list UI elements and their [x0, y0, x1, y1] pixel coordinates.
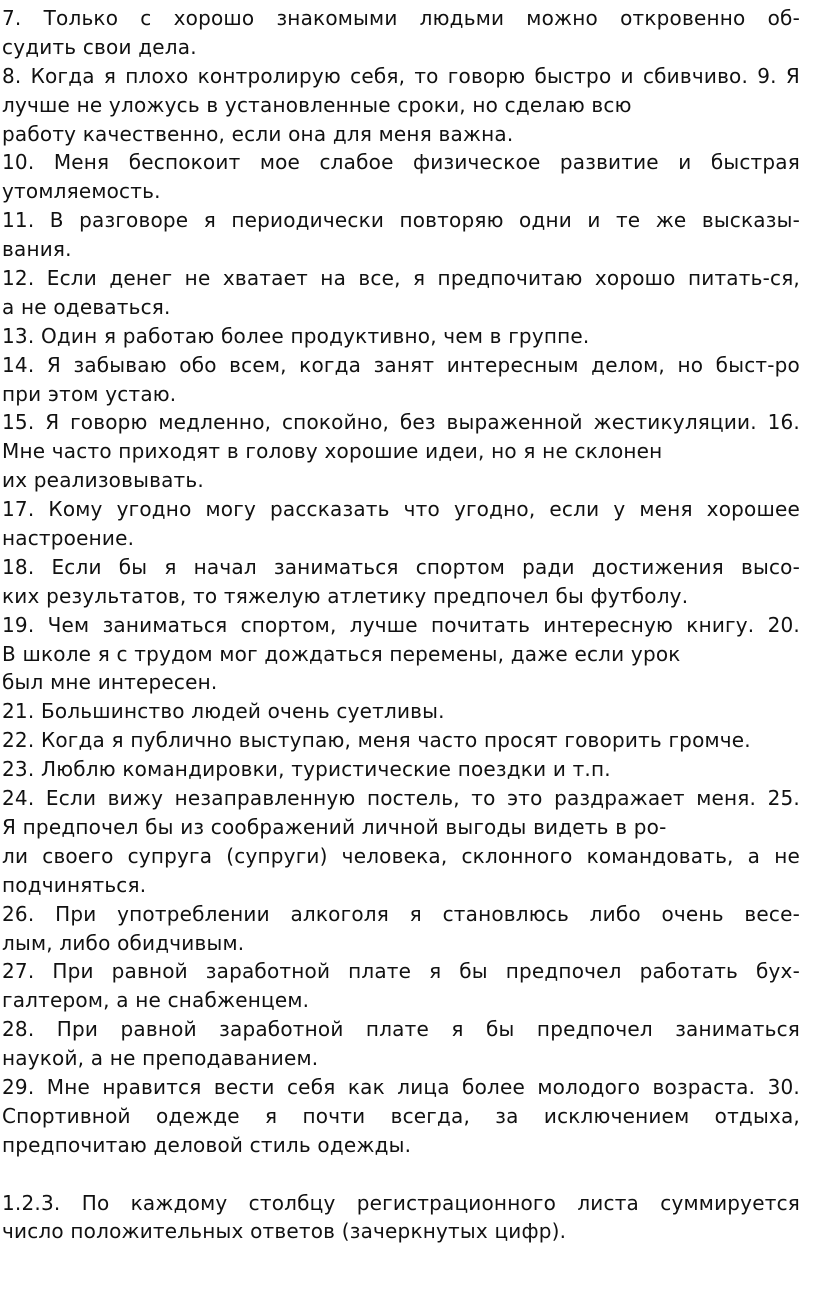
- text-line: 21. Большинство людей очень суетливы.: [2, 699, 445, 724]
- text-line: 12. Если денег не хватает на все, я предпочитаю хорошо питать-ся,: [2, 266, 800, 291]
- text-line: настроение.: [2, 526, 135, 551]
- text-line: лым, либо обидчивым.: [2, 930, 245, 955]
- text-line: при этом устаю.: [2, 381, 177, 406]
- document-page: [2, 4, 800, 1246]
- text-line: а не одеваться.: [2, 294, 171, 319]
- text-line: ли своего супруга (супруги) человека, склонного командовать, а не: [2, 843, 800, 868]
- text-line: 7. Только с хорошо знакомыми людьми можно откровенно об-: [2, 6, 800, 30]
- text-line: 23. Люблю командировки, туристические поездки и т.п.: [2, 757, 611, 782]
- text-line: лучше не уложусь в установленные сроки, но сделаю всю: [2, 92, 632, 117]
- text-line: 11. В разговоре я периодически повторяю одни и те же высказы-: [2, 208, 800, 233]
- text-line: вания.: [2, 237, 72, 262]
- text-line: галтером, а не снабженцем.: [2, 988, 310, 1013]
- text-line: 26. При употреблении алкоголя я становлюсь либо очень весе-: [2, 901, 800, 926]
- text-line: работу качественно, если она для меня важна.: [2, 121, 514, 146]
- text-line: 17. Кому угодно могу рассказать что угодно, если у меня хорошее: [2, 497, 800, 522]
- text-line: 13. Один я работаю более продуктивно, чем в группе.: [2, 323, 590, 348]
- text-line: 18. Если бы я начал заниматься спортом ради достижения высо-: [2, 554, 800, 579]
- text-line: ких результатов, то тяжелую атлетику предпочел бы футболу.: [2, 583, 689, 608]
- text-line: Спортивной одежде я почти всегда, за исключением отдыха,: [2, 1103, 800, 1128]
- text-line: утомляемость.: [2, 179, 161, 204]
- text-line: Я предпочел бы из соображений личной выгоды видеть в ро-: [2, 814, 667, 839]
- text-line: подчиняться.: [2, 872, 147, 897]
- text-line: 15. Я говорю медленно, спокойно, без выраженной жестикуляции. 16.: [2, 410, 800, 435]
- text-line: 19. Чем заниматься спортом, лучше почитать интересную книгу. 20.: [2, 612, 800, 637]
- text-line: 10. Меня беспокоит мое слабое физическое развитие и быстрая: [2, 150, 800, 175]
- text-line: их реализовывать.: [2, 468, 204, 493]
- text-line: наукой, а не преподаванием.: [2, 1046, 319, 1071]
- text-line: число положительных ответов (зачеркнутых цифр).: [2, 1219, 567, 1244]
- text-line: был мне интересен.: [2, 670, 218, 695]
- text-line: 14. Я забываю обо всем, когда занят интересным делом, но быст-ро: [2, 352, 800, 377]
- text-line: 24. Если вижу незаправленную постель, то это раздражает меня. 25.: [2, 786, 800, 811]
- paragraph-gap: [2, 1160, 800, 1189]
- text-line: 27. При равной заработной плате я бы предпочел работать бух-: [2, 959, 800, 984]
- text-line: 22. Когда я публично выступаю, меня часто просят говорить громче.: [2, 728, 751, 753]
- text-line: Мне часто приходят в голову хорошие идеи, но я не склонен: [2, 439, 663, 464]
- text-line: 28. При равной заработной плате я бы предпочел заниматься: [2, 1017, 800, 1042]
- text-line: предпочитаю деловой стиль одежды.: [2, 1132, 412, 1157]
- text-line: 8. Когда я плохо контролирую себя, то говорю быстро и сбивчиво. 9. Я: [2, 63, 800, 88]
- text-line: 1.2.3. По каждому столбцу регистрационного листа суммируется: [2, 1190, 800, 1215]
- text-line: судить свои дела.: [2, 34, 197, 59]
- text-line: 29. Мне нравится вести себя как лица более молодого возраста. 30.: [2, 1074, 800, 1099]
- text-line: В школе я с трудом мог дождаться перемены, даже если урок: [2, 641, 681, 666]
